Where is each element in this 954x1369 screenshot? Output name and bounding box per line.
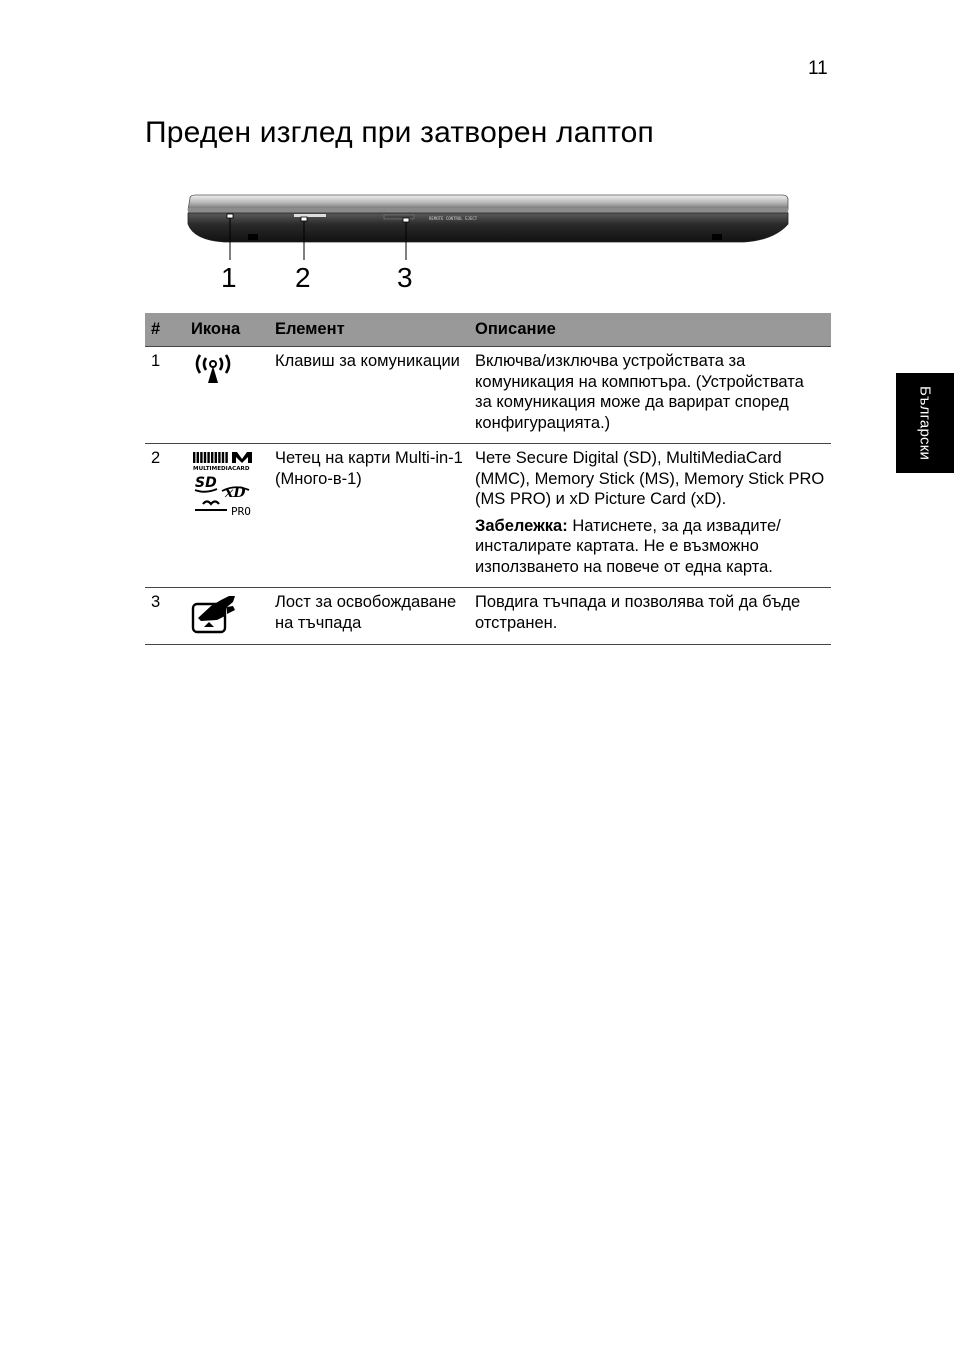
row-element: Клавиш за комуникации (269, 347, 469, 444)
row-num: 2 (145, 444, 185, 588)
callout-1: 1 (221, 262, 237, 293)
header-element: Елемент (269, 313, 469, 347)
row-description (469, 444, 831, 588)
language-tab (896, 373, 954, 473)
wireless-icon (191, 353, 235, 385)
row-description (469, 588, 831, 645)
xd-label: xD (225, 485, 246, 501)
row-num: 1 (145, 347, 185, 444)
mmc-label: MULTIMEDIACARD (193, 466, 250, 472)
row-description (469, 347, 831, 444)
table-row (145, 444, 831, 588)
note-label: Забележка: (475, 516, 568, 535)
language-tab-label: Български (916, 385, 934, 461)
note-text: Натиснете, за да извадите/инсталирате картата. Не е възможно използването на повече от една карта. (475, 516, 781, 576)
table-header-row (145, 313, 831, 347)
row-element: Лост за освобождаване на тъчпада (269, 588, 469, 645)
row-element: Четец на карти Multi-in-1 (Много-в-1) (269, 444, 469, 588)
card-reader-icon (191, 450, 257, 522)
page-number: 11 (808, 58, 828, 79)
port-label: REMOTE CONTROL EJECT (429, 216, 478, 221)
row-icon-cell (185, 347, 269, 444)
touchpad-release-icon (191, 594, 237, 634)
header-num: # (145, 313, 185, 347)
row-icon-cell (185, 444, 269, 588)
pro-label: PRO (231, 505, 251, 518)
table-row (145, 347, 831, 444)
table-row (145, 588, 831, 645)
front-view-table (145, 313, 831, 645)
description-text: Чете Secure Digital (SD), MultiMediaCard (MMC), Memory Stick (MS), Memory Stick PRO (MS PRO) и xD Picture Card (xD). (475, 449, 825, 508)
description-text: Включва/изключва устройствата за комуникация на компютъра. (Устройствата за комуникация може да варират според конфигурацията.) (475, 352, 804, 432)
description-note (475, 516, 825, 578)
page-title: Преден изглед при затворен лаптоп (145, 116, 654, 149)
sd-label: SD (195, 475, 217, 491)
callout-2: 2 (295, 262, 311, 293)
row-num: 3 (145, 588, 185, 645)
description-text: Повдига тъчпада и позволява той да бъде отстранен. (475, 593, 801, 632)
laptop-front-illustration (184, 190, 794, 300)
header-description: Описание (469, 313, 831, 347)
row-icon-cell (185, 588, 269, 645)
callout-3: 3 (397, 262, 413, 293)
header-icon: Икона (185, 313, 269, 347)
